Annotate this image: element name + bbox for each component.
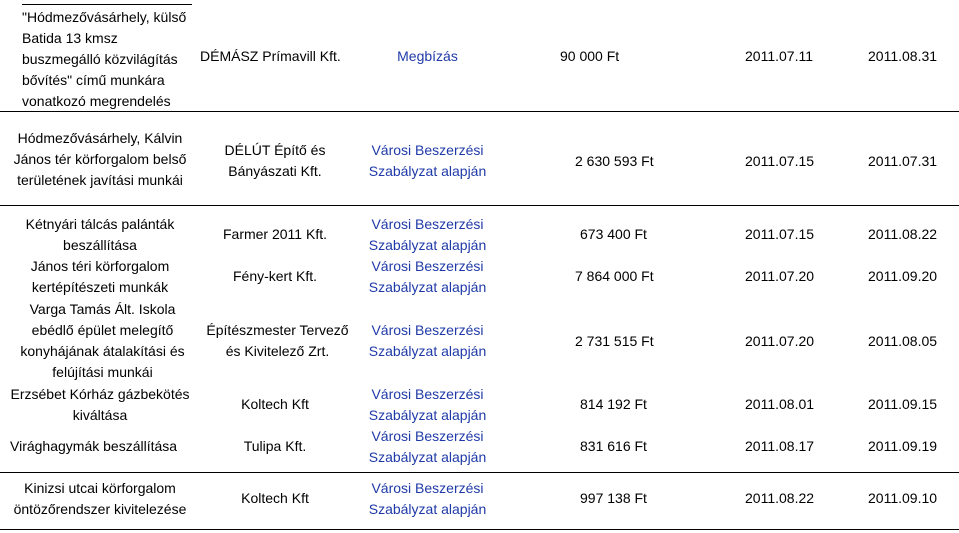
table-row-start-date: 2011.07.11 xyxy=(745,48,813,64)
table-row-type: Városi Beszerzési Szabályzat alapján xyxy=(368,142,487,179)
table-row-title: Kinizsi utcai körforgalom öntözőrendszer kivitelezése xyxy=(13,480,187,517)
table-row-amount: 997 138 Ft xyxy=(580,490,647,506)
table-row-end-date: 2011.09.20 xyxy=(868,268,938,284)
table-row-title: Kétnyári tálcás palánták beszállítása xyxy=(25,216,175,253)
table-row-start-date: 2011.08.01 xyxy=(745,396,815,412)
table-row-type: Városi Beszerzési Szabályzat alapján xyxy=(368,386,487,423)
table-row-start-date: 2011.07.20 xyxy=(745,333,815,349)
table-row-amount: 7 864 000 Ft xyxy=(575,268,654,284)
table-row-title: Erzsébet Kórház gázbekötés kiváltása xyxy=(10,386,190,423)
table-row-start-date: 2011.07.15 xyxy=(745,153,815,169)
table-row-end-date: 2011.09.19 xyxy=(868,438,938,454)
table-row-amount: 2 731 515 Ft xyxy=(575,333,654,349)
table-row-amount: 831 616 Ft xyxy=(580,438,647,454)
table-row-title: János téri körforgalom kertépítészeti munkák xyxy=(30,258,170,295)
table-row-start-date: 2011.08.22 xyxy=(745,490,815,506)
table-row-start-date: 2011.08.17 xyxy=(745,438,815,454)
table-row-start-date: 2011.07.15 xyxy=(745,226,815,242)
table-row-contractor: Építészmester Tervező és Kivitelező Zrt. xyxy=(206,322,349,359)
table-row-contractor: DÉLÚT Építő és Bányászati Kft. xyxy=(224,142,326,179)
row-divider xyxy=(0,205,959,206)
table-row-end-date: 2011.08.22 xyxy=(868,226,938,242)
table-row-type: Városi Beszerzési Szabályzat alapján xyxy=(368,480,487,517)
table-row-title: Varga Tamás Ált. Iskola ebédlő épület melegítő konyhájának átalakítási és felújítási munkái xyxy=(20,301,185,380)
table-row-end-date: 2011.07.31 xyxy=(868,153,938,169)
table-row-end-date: 2011.09.10 xyxy=(868,490,938,506)
table-row-contractor: Farmer 2011 Kft. xyxy=(222,226,327,242)
row-divider xyxy=(0,529,959,530)
table-row-end-date: 2011.08.05 xyxy=(868,333,938,349)
table-row-contractor: Koltech Kft xyxy=(241,490,309,506)
table-row-contractor: DÉMÁSZ Prímavill Kft. xyxy=(200,48,341,64)
table-row-type: Városi Beszerzési Szabályzat alapján xyxy=(368,258,487,295)
table-row-title: "Hódmezővásárhely, külső Batida 13 kmsz buszmegálló közvilágítás bővítés" című munkára vonatkozó megrendelés xyxy=(22,9,187,109)
table-row-contractor: Tulipa Kft. xyxy=(243,438,307,454)
table-row-type: Városi Beszerzési Szabályzat alapján xyxy=(368,428,487,465)
table-row-title: Hódmezővásárhely, Kálvin János tér körforgalom belső területének javítási munkái xyxy=(13,130,187,188)
table-row-amount: 90 000 Ft xyxy=(560,48,620,64)
table-row-contractor: Koltech Kft xyxy=(241,396,309,412)
table-row-amount: 814 192 Ft xyxy=(580,396,647,412)
table-row-end-date: 2011.08.31 xyxy=(868,48,938,64)
row-divider xyxy=(22,4,192,5)
table-row-amount: 673 400 Ft xyxy=(580,226,647,242)
table-row-start-date: 2011.07.20 xyxy=(745,268,815,284)
table-row-type: Városi Beszerzési Szabályzat alapján xyxy=(368,322,487,359)
table-row-type: Megbízás xyxy=(397,48,458,64)
table-row-end-date: 2011.09.15 xyxy=(868,396,938,412)
row-divider xyxy=(0,472,959,473)
table-row-title: Virághagymák beszállítása xyxy=(10,438,178,454)
table-row-contractor: Fény-kert Kft. xyxy=(232,268,318,284)
table-row-amount: 2 630 593 Ft xyxy=(575,153,654,169)
table-row-type: Városi Beszerzési Szabályzat alapján xyxy=(368,216,487,253)
